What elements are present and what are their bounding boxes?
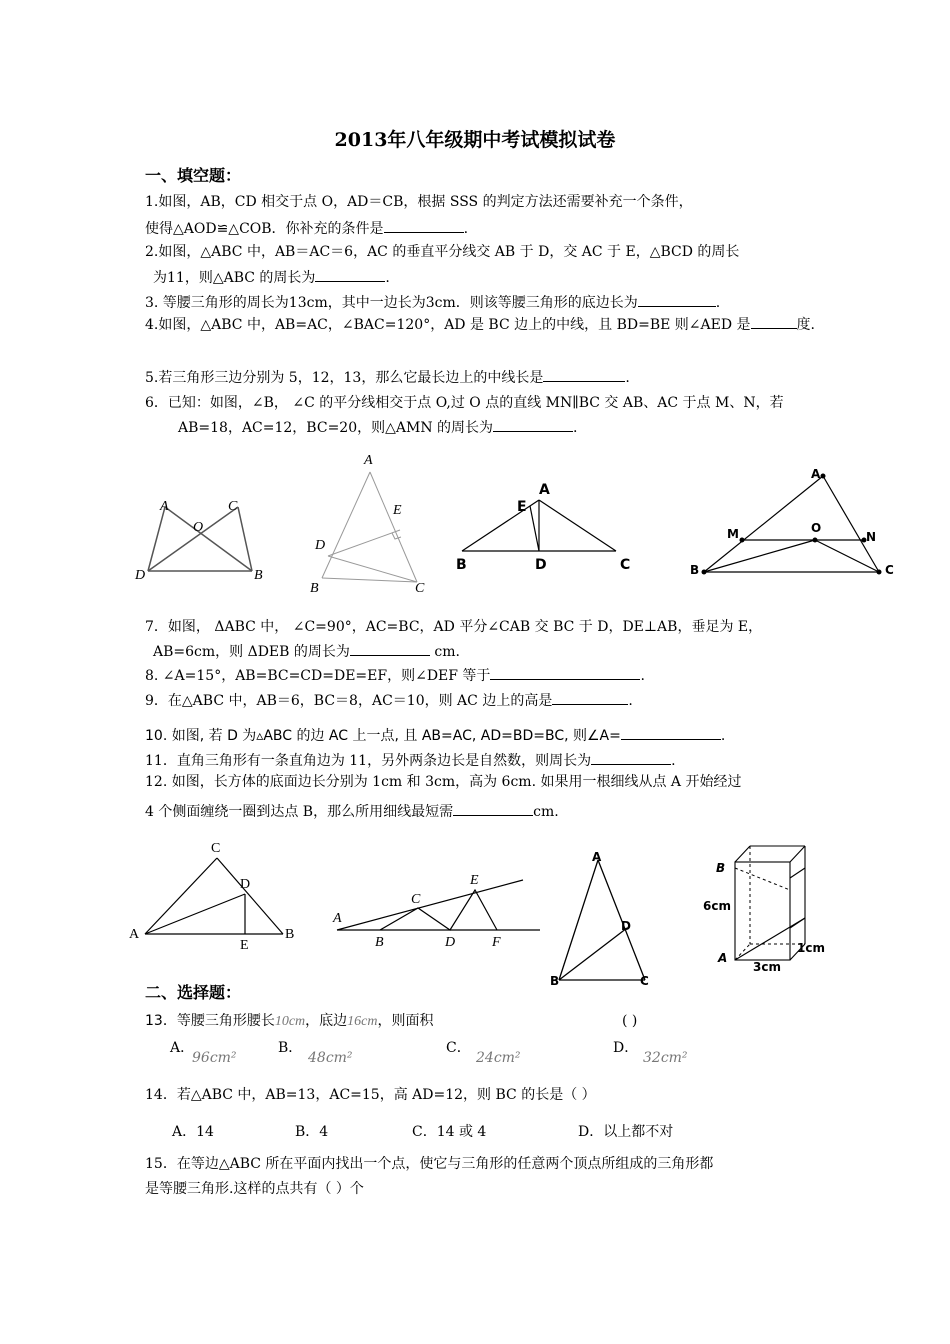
q13-option-c-label: C． [446,1040,471,1056]
f7-label-c: C [640,974,649,988]
f5-label-c: C [211,841,221,856]
f3-label-b: B [456,557,467,573]
f1-label-d: D [135,568,146,583]
q6-line2: AB=18，AC=12，BC=20，则△AMN 的周长为 . [178,420,578,436]
figure-7-isosceles-point-d [545,848,665,988]
q14: 14．若△ABC 中，AB=13，AC=15，高 AD=12，则 BC 的长是（ ） [145,1087,596,1103]
f6-label-d: D [445,935,456,950]
q13-option-b-label: B． [278,1040,303,1056]
figure-2-perpendicular-bisector [300,450,440,600]
f8-label-width: 3cm [753,960,781,974]
f6-label-e: E [470,873,479,888]
f2-label-a: A [364,453,373,468]
figure-6-zigzag-angle [325,868,545,958]
q13: 13．等腰三角形腰长10cm，底边16cm，则面积 [145,1013,434,1029]
q12-line2: 4 个侧面缠绕一圈到达点 B，那么所用细线最短需 cm. [145,804,559,820]
q8: 8. ∠A=15°，AB=BC=CD=DE=EF，则∠DEF 等于 . [145,668,645,684]
f3-label-c: C [620,557,631,573]
q14-option-d: D．以上都不对 [578,1124,674,1140]
f3-label-d: D [535,557,547,573]
figure-3-isosceles-120 [450,478,640,578]
figure-5-right-triangle [125,838,305,953]
q2-line1: 2.如图，△ABC 中，AB＝AC＝6，AC 的垂直平分线交 AB 于 D，交 AC 于 E，△BCD 的周长 [145,244,740,260]
f4-label-b: B [690,563,700,577]
f4-label-c: C [885,563,894,577]
figure-1-crossed-triangles [130,495,270,585]
q13-option-b-value: 48cm² [308,1050,353,1066]
f6-label-f: F [492,935,501,950]
q1-line2: 使得△AOD≌△COB．你补充的条件是 . [145,221,469,237]
f1-label-b: B [254,568,263,583]
f8-label-a: A [718,951,728,965]
f2-label-b: B [310,581,319,596]
f5-label-a: A [129,927,140,942]
f5-label-e: E [240,938,249,953]
f6-label-b: B [375,935,384,950]
f7-label-a: A [592,850,602,864]
section-multiple-choice: 二、选择题： [145,983,242,1002]
q6-line1: 6．已知：如图，∠B， ∠C 的平分线相交于点 O,过 O 点的直线 MN∥BC 交 AB、AC 于点 M、N，若 [145,395,784,411]
q14-option-a: A．14 [172,1124,214,1140]
q11: 11．直角三角形有一条直角边为 11，另外两条边长是自然数，则周长为 . [145,753,676,769]
f8-label-b: B [716,861,726,875]
q13-option-c-value: 24cm² [476,1050,521,1066]
f3-label-a: A [539,482,550,498]
f1-label-o: O [193,520,204,535]
f4-label-m: M [727,527,739,541]
f2-label-c: C [415,581,425,596]
f6-label-a: A [333,911,342,926]
f7-label-b: B [550,974,560,988]
f7-label-d: D [621,919,631,933]
page-title: 2013年八年级期中考试模拟试卷 [334,129,616,151]
q14-option-c: C．14 或 4 [412,1124,487,1140]
q9: 9．在△ABC 中，AB＝6，BC＝8，AC＝10，则 AC 边上的高是 . [145,693,633,709]
q10: 10. 如图, 若 D 为▵ABC 的边 AC 上一点, 且 AB=AC, AD=BD=BC, 则∠A= . [145,728,726,744]
q13-answer-paren: ( ) [622,1013,638,1029]
f8-label-depth: 1cm [797,941,825,955]
f1-label-a: A [160,499,169,514]
f3-label-e: E [517,499,527,515]
f6-label-c: C [411,892,421,907]
q12-line1: 12. 如图，长方体的底面边长分别为 1cm 和 3cm，高为 6cm. 如果用一根细线从点 A 开始经过 [145,774,742,790]
q14-option-b: B．4 [295,1124,329,1140]
f5-label-d: D [240,877,251,892]
q3: 3. 等腰三角形的周长为13cm，其中一边长为3cm．则该等腰三角形的底边长为 . [145,295,721,311]
q5: 5.若三角形三边分别为 5，12，13，那么它最长边上的中线长是 . [145,370,630,386]
q15-line2: 是等腰三角形.这样的点共有（ ）个 [145,1181,364,1197]
q4: 4.如图，△ABC 中，AB=AC，∠BAC=120°，AD 是 BC 边上的中线，且 BD=BE 则∠AED 是 度. [145,317,815,333]
q13-option-a-value: 96cm² [192,1050,237,1066]
f2-label-e: E [393,503,402,518]
f8-label-height: 6cm [703,899,731,913]
q7-line1: 7．如图， ΔABC 中， ∠C=90°，AC=BC，AD 平分∠CAB 交 BC 于 D，DE⊥AB，垂足为 E， [145,619,763,635]
figure-4-angle-bisectors [690,465,910,585]
q2-line2: 为11，则△ABC 的周长为 . [153,270,390,286]
section-fill-blank: 一、填空题： [145,166,242,185]
q15-line1: 15．在等边△ABC 所在平面内找出一个点，使它与三角形的任意两个顶点所组成的三角形都 [145,1156,714,1172]
q13-option-d-label: D． [613,1040,639,1056]
f5-label-b: B [285,927,295,942]
f1-label-c: C [228,499,238,514]
q7-line2: AB=6cm，则 ΔDEB 的周长为 cm. [153,644,460,660]
f4-label-o: O [811,521,822,535]
q13-option-a-label: A． [170,1040,195,1056]
q1-line1: 1.如图，AB，CD 相交于点 O，AD＝CB，根据 SSS 的判定方法还需要补充一个条件， [145,194,693,210]
f4-label-a: A [811,467,821,481]
f4-label-n: N [866,530,877,544]
f2-label-d: D [315,538,326,553]
q13-option-d-value: 32cm² [643,1050,688,1066]
figure-8-cuboid [700,838,840,978]
